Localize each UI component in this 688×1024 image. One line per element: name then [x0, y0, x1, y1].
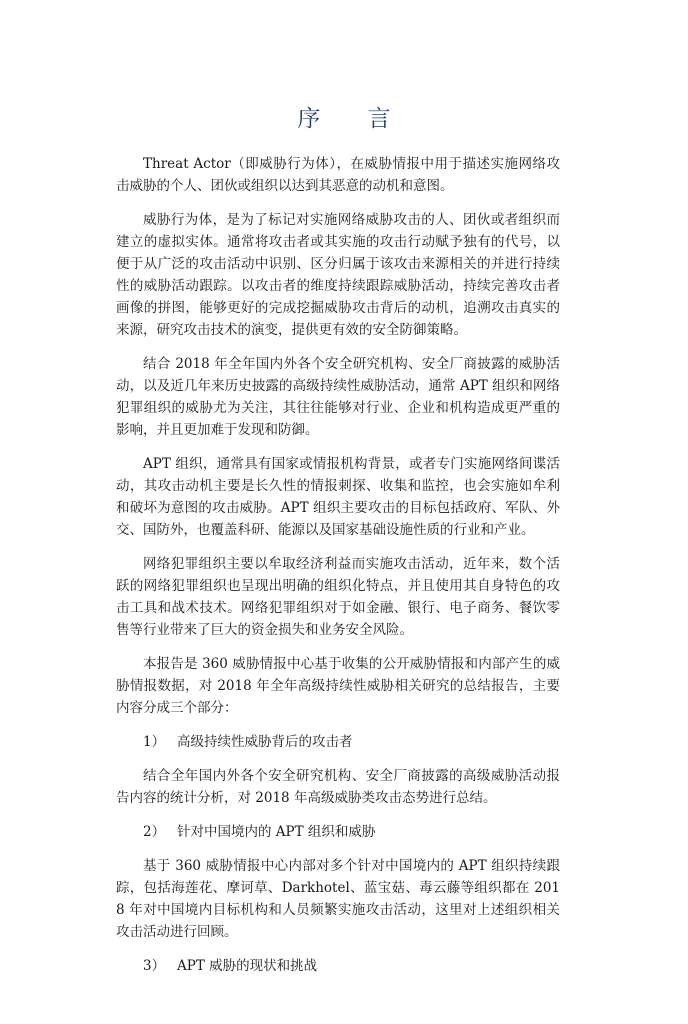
section-number: 3）	[143, 958, 166, 974]
section-number: 1）	[143, 734, 166, 750]
section-paragraph: 结合全年国内外各个安全研究机构、安全厂商披露的高级威胁活动报告内容的统计分析，对 2018 年高级威胁类攻击态势进行总结。	[116, 768, 560, 806]
section-heading-3	[116, 955, 560, 977]
paragraph: 网络犯罪组织主要以牟取经济利益而实施攻击活动，近年来，数个活跃的网络犯罪组织也呈现出明确的组织化特点，并且使用其自身特色的攻击工具和战术技术。网络犯罪组织对于如金融、银行、电子商务、餐饮零售等行业带来了巨大的资金损失和业务安全风险。	[116, 556, 560, 638]
paragraph: APT 组织，通常具有国家或情报机构背景，或者专门实施网络间谍活动，其攻击动机主要是长久性的情报刺探、收集和监控，也会实施如牟利和破坏为意图的攻击威胁。APT 组织主要攻击的目标包括政府、军队、外交、国防外，也覆盖科研、能源以及国家基础设施性质的行业和产业。	[116, 456, 560, 538]
section-title: 针对中国境内的 APT 组织和威胁	[177, 824, 376, 840]
paragraph: Threat Actor（即威胁行为体），在威胁情报中用于描述实施网络攻击威胁的个人、团伙或组织以达到其恶意的动机和意图。	[116, 156, 560, 194]
paragraph: 本报告是 360 威胁情报中心基于收集的公开威胁情报和内部产生的威胁情报数据，对 2018 年全年高级持续性威胁相关研究的总结报告，主要内容分成三个部分：	[116, 656, 560, 716]
section-paragraph: 基于 360 威胁情报中心内部对多个针对中国境内的 APT 组织持续跟踪，包括海莲花、摩诃草、Darkhotel、蓝宝菇、毒云藤等组织都在 2018 年对中国境内目标机构和人员频繁实施攻击活动，这里对上述组织相关攻击活动进行回顾。	[116, 858, 560, 940]
page-title: 序 言	[297, 106, 411, 132]
section-heading-1	[116, 731, 560, 753]
paragraph: 威胁行为体，是为了标记对实施网络威胁攻击的人、团伙或者组织而建立的虚拟实体。通常将攻击者或其实施的攻击行动赋予独有的代号，以便于从广泛的攻击活动中识别、区分归属于该攻击来源相关的并进行持续性的威胁活动跟踪。以攻击者的维度持续跟踪威胁活动，持续完善攻击者画像的拼图，能够更好的完成挖掘威胁攻击背后的动机，追溯攻击真实的来源，研究攻击技术的演变，提供更有效的安全防御策略。	[116, 212, 560, 338]
section-title: 高级持续性威胁背后的攻击者	[177, 734, 353, 750]
paragraph: 结合 2018 年全年国内外各个安全研究机构、安全厂商披露的威胁活动，以及近几年来历史披露的高级持续性威胁活动，通常 APT 组织和网络犯罪组织的威胁尤为关注，其往往能够对行业、企业和机构造成更严重的影响，并且更加难于发现和防御。	[116, 356, 560, 438]
section-title: APT 威胁的现状和挑战	[177, 958, 318, 974]
document-body	[116, 153, 560, 989]
section-heading-2	[116, 821, 560, 843]
section-number: 2）	[143, 824, 166, 840]
